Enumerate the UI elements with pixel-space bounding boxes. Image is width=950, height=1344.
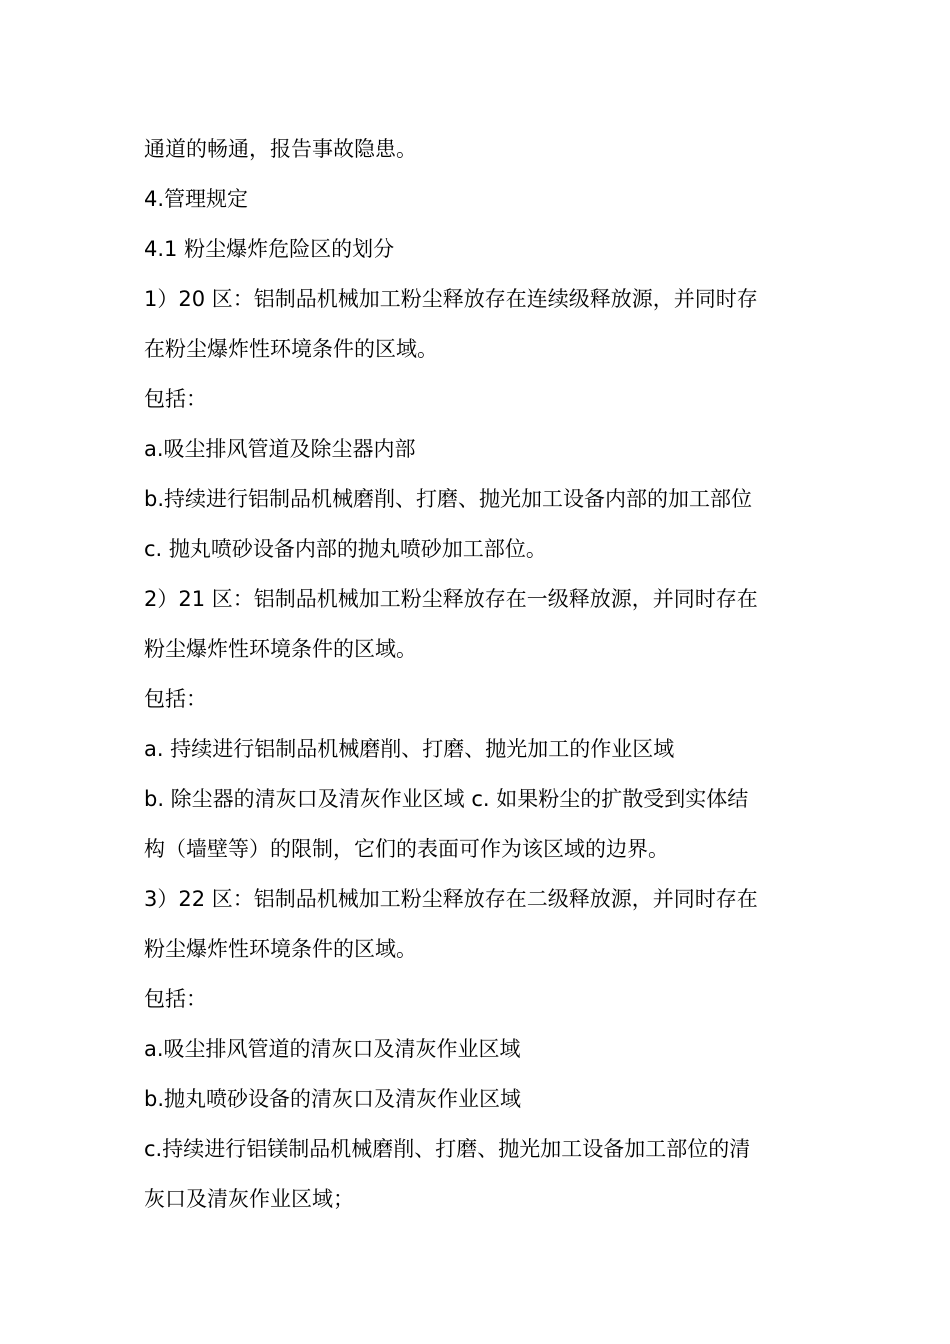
- zone-22-definition-line-1: 3）22 区：铝制品机械加工粉尘释放存在二级释放源，并同时存在: [144, 887, 758, 911]
- zone-21-definition-line-1: 2）21 区：铝制品机械加工粉尘释放存在一级释放源，并同时存在: [144, 587, 758, 611]
- subsection-heading: 4.1 粉尘爆炸危险区的划分: [144, 237, 395, 261]
- zone-20-definition-line-1: 1）20 区：铝制品机械加工粉尘释放存在连续级释放源，并同时存: [144, 287, 758, 311]
- list-item: a.吸尘排风管道及除尘器内部: [144, 437, 416, 461]
- includes-label: 包括：: [144, 387, 207, 411]
- includes-label: 包括：: [144, 987, 207, 1011]
- list-item: a. 持续进行铝制品机械磨削、打磨、抛光加工的作业区域: [144, 737, 675, 761]
- list-item: b.持续进行铝制品机械磨削、打磨、抛光加工设备内部的加工部位: [144, 487, 753, 511]
- includes-label: 包括：: [144, 687, 207, 711]
- zone-21-definition-line-2: 粉尘爆炸性环境条件的区域。: [144, 637, 417, 661]
- zone-22-definition-line-2: 粉尘爆炸性环境条件的区域。: [144, 937, 417, 961]
- list-item: c. 抛丸喷砂设备内部的抛丸喷砂加工部位。: [144, 537, 547, 561]
- list-item-continuation: 灰口及清灰作业区域；: [144, 1187, 354, 1211]
- list-item: c.持续进行铝镁制品机械磨削、打磨、抛光加工设备加工部位的清: [144, 1137, 751, 1161]
- text-line: 通道的畅通，报告事故隐患。: [144, 137, 417, 161]
- document-body: [144, 124, 814, 1224]
- list-item: b. 除尘器的清灰口及清灰作业区域 c. 如果粉尘的扩散受到实体结: [144, 787, 749, 811]
- list-item: a.吸尘排风管道的清灰口及清灰作业区域: [144, 1037, 521, 1061]
- zone-20-definition-line-2: 在粉尘爆炸性环境条件的区域。: [144, 337, 438, 361]
- list-item: b.抛丸喷砂设备的清灰口及清灰作业区域: [144, 1087, 522, 1111]
- section-heading: 4.管理规定: [144, 187, 249, 211]
- list-item-continuation: 构（墙壁等）的限制，它们的表面可作为该区域的边界。: [144, 837, 669, 861]
